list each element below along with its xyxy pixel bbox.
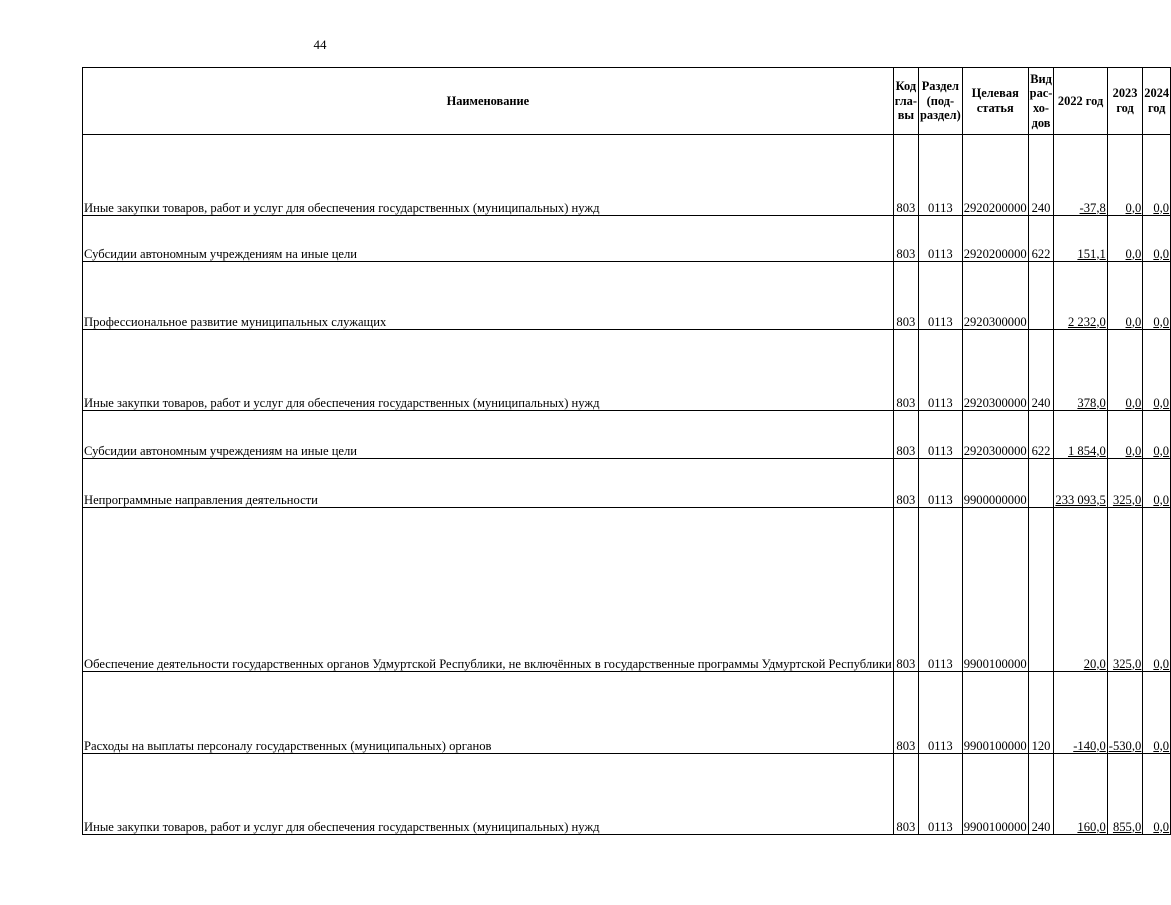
row-type: 622: [1028, 411, 1054, 459]
row-2022: 233 093,5: [1054, 459, 1107, 508]
row-type: [1028, 508, 1054, 672]
row-2023: -530,0: [1107, 672, 1143, 754]
table-row: [83, 411, 1171, 459]
row-article: 9900000000: [962, 459, 1028, 508]
row-chapter: 803: [893, 411, 918, 459]
row-name: Иные закупки товаров, работ и услуг для обеспечения государственных (муниципальных) нужд: [83, 330, 894, 411]
row-article: 2920300000: [962, 262, 1028, 330]
table-row: [83, 459, 1171, 508]
row-2024: 0,0: [1143, 672, 1171, 754]
row-2023: 0,0: [1107, 216, 1143, 262]
header-chapter-code: Код гла- вы: [893, 68, 918, 135]
row-section: 0113: [919, 459, 963, 508]
row-chapter: 803: [893, 135, 918, 216]
row-2024: 0,0: [1143, 754, 1171, 835]
row-2022: 2 232,0: [1054, 262, 1107, 330]
row-2023: 0,0: [1107, 411, 1143, 459]
row-name: Иные закупки товаров, работ и услуг для обеспечения государственных (муниципальных) нужд: [83, 754, 894, 835]
table-row: [83, 754, 1171, 835]
row-section: 0113: [919, 216, 963, 262]
row-article: 9900100000: [962, 508, 1028, 672]
header-section: Раздел (под- раздел): [919, 68, 963, 135]
row-chapter: 803: [893, 459, 918, 508]
row-2023: 325,0: [1107, 459, 1143, 508]
row-2023: 0,0: [1107, 330, 1143, 411]
row-chapter: 803: [893, 216, 918, 262]
row-section: 0113: [919, 754, 963, 835]
row-2022: -37,8: [1054, 135, 1107, 216]
row-name: Субсидии автономным учреждениям на иные цели: [83, 411, 894, 459]
row-chapter: 803: [893, 330, 918, 411]
header-name: Наименование: [83, 68, 894, 135]
row-2022: 151,1: [1054, 216, 1107, 262]
row-chapter: 803: [893, 672, 918, 754]
row-2022: 160,0: [1054, 754, 1107, 835]
header-target-article: Целевая статья: [962, 68, 1028, 135]
row-name: Профессиональное развитие муниципальных служащих: [83, 262, 894, 330]
row-article: 2920300000: [962, 330, 1028, 411]
row-chapter: 803: [893, 262, 918, 330]
row-article: 2920200000: [962, 135, 1028, 216]
budget-table: [82, 67, 1171, 835]
row-2024: 0,0: [1143, 508, 1171, 672]
table-row: [83, 262, 1171, 330]
row-type: 240: [1028, 135, 1054, 216]
row-name: Иные закупки товаров, работ и услуг для обеспечения государственных (муниципальных) нужд: [83, 135, 894, 216]
table-body: [83, 135, 1171, 835]
row-2023: 0,0: [1107, 135, 1143, 216]
table-row: [83, 330, 1171, 411]
row-type: [1028, 262, 1054, 330]
row-2024: 0,0: [1143, 262, 1171, 330]
row-name: Субсидии автономным учреждениям на иные цели: [83, 216, 894, 262]
row-section: 0113: [919, 330, 963, 411]
row-name: Обеспечение деятельности государственных органов Удмуртской Республики, не включённых в государственные программы Удмуртской Республики: [83, 508, 894, 672]
table-row: [83, 135, 1171, 216]
row-type: 622: [1028, 216, 1054, 262]
row-section: 0113: [919, 672, 963, 754]
row-chapter: 803: [893, 754, 918, 835]
row-2022: -140,0: [1054, 672, 1107, 754]
row-2024: 0,0: [1143, 330, 1171, 411]
row-2023: 325,0: [1107, 508, 1143, 672]
row-section: 0113: [919, 411, 963, 459]
row-2024: 0,0: [1143, 216, 1171, 262]
row-name: Непрограммные направления деятельности: [83, 459, 894, 508]
row-section: 0113: [919, 135, 963, 216]
header-2022: 2022 год: [1054, 68, 1107, 135]
row-chapter: 803: [893, 508, 918, 672]
row-2024: 0,0: [1143, 459, 1171, 508]
row-2023: 855,0: [1107, 754, 1143, 835]
row-section: 0113: [919, 508, 963, 672]
header-2024: 2024 год: [1143, 68, 1171, 135]
row-article: 9900100000: [962, 672, 1028, 754]
row-2022: 20,0: [1054, 508, 1107, 672]
row-2022: 378,0: [1054, 330, 1107, 411]
header-2023: 2023 год: [1107, 68, 1143, 135]
page-number: 44: [313, 37, 327, 52]
row-type: 240: [1028, 754, 1054, 835]
row-2024: 0,0: [1143, 135, 1171, 216]
row-2022: 1 854,0: [1054, 411, 1107, 459]
row-type: 240: [1028, 330, 1054, 411]
header-expense-type: Вид рас- хо- дов: [1028, 68, 1054, 135]
table-row: [83, 508, 1171, 672]
row-section: 0113: [919, 262, 963, 330]
row-article: 2920300000: [962, 411, 1028, 459]
table-row: [83, 672, 1171, 754]
row-article: 2920200000: [962, 216, 1028, 262]
row-name: Расходы на выплаты персоналу государственных (муниципальных) органов: [83, 672, 894, 754]
table-header: [83, 68, 1171, 135]
table-row: [83, 216, 1171, 262]
row-type: [1028, 459, 1054, 508]
row-2023: 0,0: [1107, 262, 1143, 330]
row-type: 120: [1028, 672, 1054, 754]
row-2024: 0,0: [1143, 411, 1171, 459]
row-article: 9900100000: [962, 754, 1028, 835]
